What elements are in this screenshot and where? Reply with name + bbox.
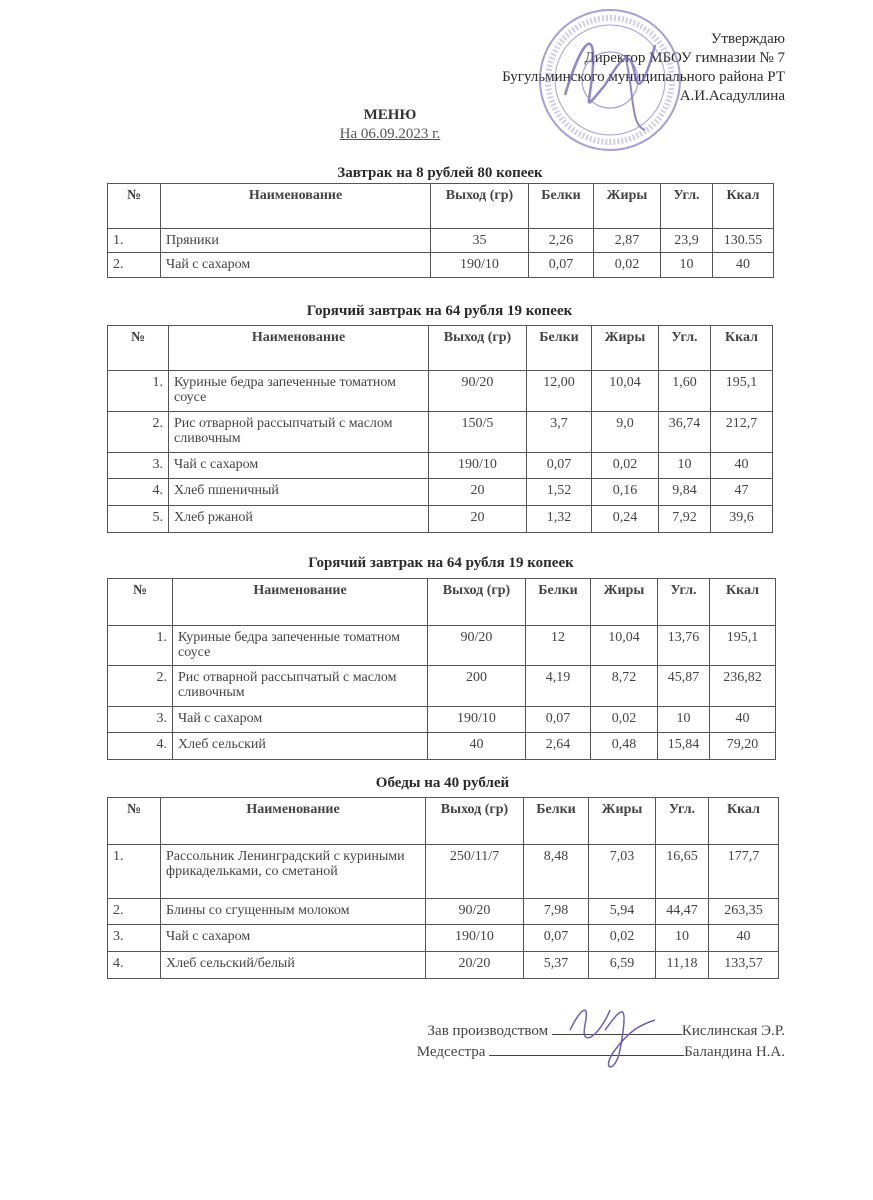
column-header: Ккал xyxy=(711,326,773,371)
table-header-row xyxy=(108,184,774,229)
kcal: 40 xyxy=(710,707,776,733)
column-header: Ккал xyxy=(713,184,774,229)
carbs: 36,74 xyxy=(659,412,711,453)
portion: 150/5 xyxy=(429,412,527,453)
dish-name: Пряники xyxy=(161,229,431,253)
portion: 190/10 xyxy=(426,925,524,952)
table-row xyxy=(108,626,776,666)
dish-name: Рассольник Ленинградский с куриными фрикадельками, со сметаной xyxy=(161,845,426,899)
fats: 7,03 xyxy=(589,845,656,899)
portion: 20 xyxy=(429,479,527,506)
portion: 190/10 xyxy=(428,707,526,733)
kcal: 40 xyxy=(709,925,779,952)
proteins: 0,07 xyxy=(529,253,594,278)
table-header-row xyxy=(108,579,776,626)
table-row xyxy=(108,253,774,278)
dish-name: Рис отварной рассыпчатый с маслом сливочным xyxy=(169,412,429,453)
school-stamp xyxy=(535,5,685,155)
dish-name: Хлеб сельский xyxy=(173,733,428,760)
fats: 0,02 xyxy=(589,925,656,952)
table-row xyxy=(108,952,779,979)
fats: 2,87 xyxy=(594,229,661,253)
carbs: 11,18 xyxy=(656,952,709,979)
column-header: Наименование xyxy=(161,184,431,229)
dish-name: Рис отварной рассыпчатый с маслом сливочным xyxy=(173,666,428,707)
table-row xyxy=(108,371,773,412)
carbs: 23,9 xyxy=(661,229,713,253)
approval-name: А.И.Асадуллина xyxy=(679,88,785,104)
kcal: 263,35 xyxy=(709,899,779,925)
carbs: 16,65 xyxy=(656,845,709,899)
column-header: № xyxy=(108,326,169,371)
proteins: 1,32 xyxy=(527,506,592,533)
row-number: 2. xyxy=(108,412,169,453)
dish-name: Чай с сахаром xyxy=(161,925,426,952)
fats: 0,16 xyxy=(592,479,659,506)
column-header: Наименование xyxy=(173,579,428,626)
dish-name: Хлеб сельский/белый xyxy=(161,952,426,979)
carbs: 45,87 xyxy=(658,666,710,707)
fats: 0,02 xyxy=(591,707,658,733)
portion: 90/20 xyxy=(429,371,527,412)
fats: 5,94 xyxy=(589,899,656,925)
dish-name: Куриные бедра запеченные томатном соусе xyxy=(173,626,428,666)
column-header: Жиры xyxy=(594,184,661,229)
kcal: 40 xyxy=(711,453,773,479)
column-header: Угл. xyxy=(661,184,713,229)
section-title: Обеды на 40 рублей xyxy=(375,775,510,791)
signature-role: Зав производством xyxy=(427,1023,549,1039)
dish-name: Чай с сахаром xyxy=(169,453,429,479)
kcal: 39,6 xyxy=(711,506,773,533)
kcal: 40 xyxy=(713,253,774,278)
signature-role: Медсестра xyxy=(416,1044,486,1060)
proteins: 2,26 xyxy=(529,229,594,253)
column-header: № xyxy=(108,184,161,229)
row-number: 1. xyxy=(108,371,169,412)
proteins: 7,98 xyxy=(524,899,589,925)
portion: 35 xyxy=(431,229,529,253)
portion: 90/20 xyxy=(426,899,524,925)
kcal: 177,7 xyxy=(709,845,779,899)
table-row xyxy=(108,666,776,707)
proteins: 0,07 xyxy=(526,707,591,733)
proteins: 1,52 xyxy=(527,479,592,506)
column-header: Угл. xyxy=(658,579,710,626)
column-header: Выход (гр) xyxy=(428,579,526,626)
column-header: Выход (гр) xyxy=(426,798,524,845)
kcal: 236,82 xyxy=(710,666,776,707)
dish-name: Чай с сахаром xyxy=(173,707,428,733)
column-header: Жиры xyxy=(591,579,658,626)
fats: 0,02 xyxy=(592,453,659,479)
proteins: 12,00 xyxy=(527,371,592,412)
table-row xyxy=(108,925,779,952)
table-row xyxy=(108,229,774,253)
column-header: Наименование xyxy=(161,798,426,845)
column-header: Наименование xyxy=(169,326,429,371)
table-header-row xyxy=(108,798,779,845)
kcal: 195,1 xyxy=(711,371,773,412)
table-row xyxy=(108,506,773,533)
proteins: 3,7 xyxy=(527,412,592,453)
proteins: 0,07 xyxy=(527,453,592,479)
signature-name: Кислинская Э.Р. xyxy=(681,1023,785,1039)
handwritten-signature xyxy=(560,990,680,1080)
approval-district: Бугульминского муниципального района РТ xyxy=(502,69,785,85)
proteins: 8,48 xyxy=(524,845,589,899)
row-number: 3. xyxy=(108,453,169,479)
kcal: 79,20 xyxy=(710,733,776,760)
carbs: 1,60 xyxy=(659,371,711,412)
column-header: Белки xyxy=(529,184,594,229)
portion: 190/10 xyxy=(429,453,527,479)
row-number: 3. xyxy=(108,925,161,952)
fats: 0,02 xyxy=(594,253,661,278)
portion: 20 xyxy=(429,506,527,533)
column-header: Белки xyxy=(526,579,591,626)
portion: 190/10 xyxy=(431,253,529,278)
section-title: Завтрак на 8 рублей 80 копеек xyxy=(337,165,543,181)
row-number: 4. xyxy=(108,952,161,979)
kcal: 130.55 xyxy=(713,229,774,253)
column-header: Угл. xyxy=(656,798,709,845)
column-header: Жиры xyxy=(592,326,659,371)
table-row xyxy=(108,733,776,760)
carbs: 13,76 xyxy=(658,626,710,666)
kcal: 212,7 xyxy=(711,412,773,453)
column-header: Ккал xyxy=(710,579,776,626)
section-title: Горячий завтрак на 64 рубля 19 копеек xyxy=(306,303,573,319)
column-header: Угл. xyxy=(659,326,711,371)
carbs: 10 xyxy=(659,453,711,479)
column-header: № xyxy=(108,798,161,845)
column-header: Выход (гр) xyxy=(429,326,527,371)
column-header: Белки xyxy=(527,326,592,371)
row-number: 2. xyxy=(108,666,173,707)
kcal: 195,1 xyxy=(710,626,776,666)
menu-date: На 06.09.2023 г. xyxy=(339,126,441,142)
dish-name: Куриные бедра запеченные томатном соусе xyxy=(169,371,429,412)
proteins: 12 xyxy=(526,626,591,666)
carbs: 10 xyxy=(658,707,710,733)
row-number: 3. xyxy=(108,707,173,733)
row-number: 1. xyxy=(108,845,161,899)
row-number: 4. xyxy=(108,479,169,506)
table-row xyxy=(108,707,776,733)
proteins: 0,07 xyxy=(524,925,589,952)
table-row xyxy=(108,845,779,899)
row-number: 2. xyxy=(108,899,161,925)
menu-table xyxy=(107,797,779,979)
carbs: 15,84 xyxy=(658,733,710,760)
dish-name: Хлеб пшеничный xyxy=(169,479,429,506)
table-header-row xyxy=(108,326,773,371)
carbs: 10 xyxy=(661,253,713,278)
carbs: 44,47 xyxy=(656,899,709,925)
column-header: Белки xyxy=(524,798,589,845)
menu-table xyxy=(107,578,776,760)
signature-name: Баландина Н.А. xyxy=(684,1044,785,1060)
section-title: Горячий завтрак на 64 рубля 19 копеек xyxy=(308,555,574,571)
portion: 40 xyxy=(428,733,526,760)
menu-table xyxy=(107,325,773,533)
row-number: 1. xyxy=(108,626,173,666)
kcal: 133,57 xyxy=(709,952,779,979)
fats: 0,48 xyxy=(591,733,658,760)
row-number: 2. xyxy=(108,253,161,278)
dish-name: Чай с сахаром xyxy=(161,253,431,278)
column-header: Выход (гр) xyxy=(431,184,529,229)
carbs: 10 xyxy=(656,925,709,952)
dish-name: Хлеб ржаной xyxy=(169,506,429,533)
portion: 20/20 xyxy=(426,952,524,979)
fats: 0,24 xyxy=(592,506,659,533)
carbs: 7,92 xyxy=(659,506,711,533)
dish-name: Блины со сгущенным молоком xyxy=(161,899,426,925)
fats: 8,72 xyxy=(591,666,658,707)
fats: 10,04 xyxy=(592,371,659,412)
row-number: 1. xyxy=(108,229,161,253)
proteins: 2,64 xyxy=(526,733,591,760)
proteins: 5,37 xyxy=(524,952,589,979)
page-title: МЕНЮ xyxy=(363,107,417,123)
kcal: 47 xyxy=(711,479,773,506)
portion: 90/20 xyxy=(428,626,526,666)
proteins: 4,19 xyxy=(526,666,591,707)
menu-table xyxy=(107,183,774,278)
fats: 9,0 xyxy=(592,412,659,453)
table-row xyxy=(108,453,773,479)
portion: 200 xyxy=(428,666,526,707)
table-row xyxy=(108,479,773,506)
portion: 250/11/7 xyxy=(426,845,524,899)
approval-position: Директор МБОУ гимназии № 7 xyxy=(584,50,785,66)
table-row xyxy=(108,412,773,453)
column-header: Жиры xyxy=(589,798,656,845)
fats: 6,59 xyxy=(589,952,656,979)
row-number: 5. xyxy=(108,506,169,533)
table-row xyxy=(108,899,779,925)
approval-label: Утверждаю xyxy=(710,31,785,47)
fats: 10,04 xyxy=(591,626,658,666)
carbs: 9,84 xyxy=(659,479,711,506)
row-number: 4. xyxy=(108,733,173,760)
column-header: № xyxy=(108,579,173,626)
column-header: Ккал xyxy=(709,798,779,845)
